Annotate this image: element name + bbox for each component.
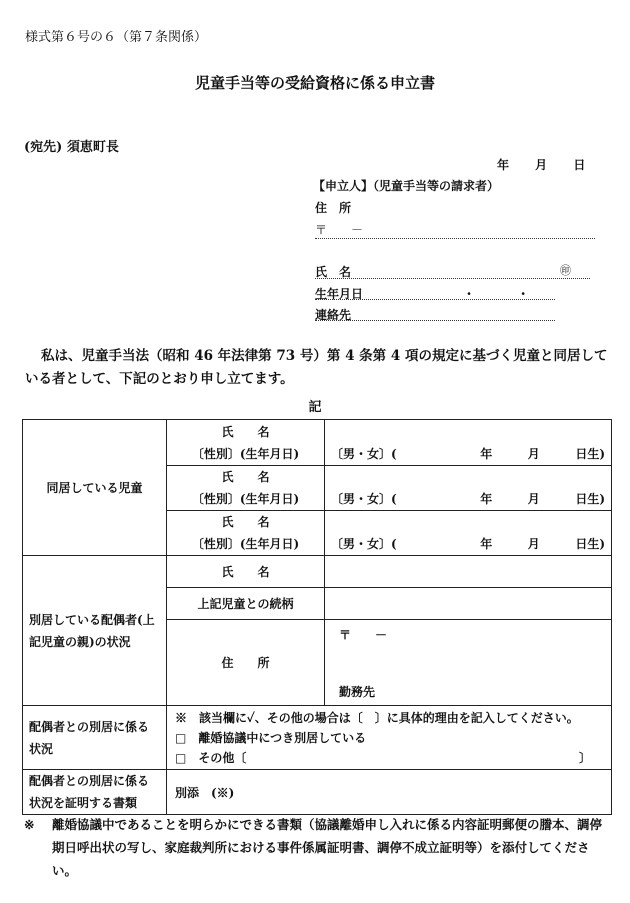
seal-icon: ㊞ bbox=[560, 264, 571, 277]
child-sex-dob-field: 〔男・女〕( 年 月 日生) bbox=[331, 446, 605, 461]
child-1-entry[interactable] bbox=[325, 420, 612, 466]
spouse-address-field[interactable] bbox=[325, 620, 612, 706]
separation-option-divorce[interactable]: □ 離婚協議中につき別居している bbox=[175, 730, 367, 745]
form-number: 様式第６号の６（第７条関係） bbox=[25, 30, 208, 45]
address-dotted-line bbox=[315, 238, 595, 239]
workplace-label: 勤務先 bbox=[339, 684, 376, 699]
proof-document-label: 配偶者との別居に係る状況を証明する書類 bbox=[23, 770, 167, 815]
child-sex-dob-label: 〔性別〕(生年月日) bbox=[191, 446, 300, 461]
child-sex-dob-field: 〔男・女〕( 年 月 日生) bbox=[331, 492, 605, 506]
separation-option-other[interactable]: □ その他〔 〕 bbox=[175, 750, 591, 765]
child-name-label: 氏 名 bbox=[221, 515, 270, 529]
child-sex-dob-label: 〔性別〕(生年月日) bbox=[191, 492, 300, 506]
cohabiting-children-label: 同居している児童 bbox=[23, 420, 167, 556]
spouse-name-label: 氏 名 bbox=[167, 556, 325, 588]
child-2-labels bbox=[167, 466, 325, 511]
ki-heading: 記 bbox=[308, 400, 322, 415]
date-line: 年 月 日 bbox=[497, 158, 586, 172]
spouse-address-label: 住 所 bbox=[167, 620, 325, 706]
relationship-label: 上記児童との続柄 bbox=[167, 588, 325, 620]
proof-document-value: 別添 (※) bbox=[167, 770, 612, 815]
spouse-postal: 〒 － bbox=[339, 627, 388, 642]
applicant-address-label: 住 所 bbox=[315, 201, 352, 215]
child-sex-dob-label: 〔性別〕(生年月日) bbox=[191, 537, 300, 551]
intro-statement: 私は、児童手当法（昭和 46 年法律第 73 号）第 4 条第 4 項の規定に基づく児童と同居している者として、下記のとおり申し立てます。 bbox=[25, 348, 608, 387]
separation-options bbox=[167, 706, 612, 770]
child-3-entry[interactable] bbox=[325, 511, 612, 556]
child-2-entry[interactable] bbox=[325, 466, 612, 511]
child-name-label: 氏 名 bbox=[221, 424, 270, 439]
birthdate-separators: ・ ・ bbox=[463, 287, 530, 301]
relationship-field[interactable] bbox=[325, 588, 612, 620]
birthdate-dotted-line bbox=[315, 299, 555, 300]
footnote-text: 離婚協議中であることを明らかにできる書類（協議離婚申し入れに係る内容証明郵便の謄本、調停期日呼出状の写し、家庭裁判所における事件係属証明書、調停不成立証明等）を添付してください。 bbox=[52, 817, 603, 878]
applicant-postal: 〒 － bbox=[315, 223, 364, 237]
spouse-status-label: 別居している配偶者(上記児童の親)の状況 bbox=[23, 556, 167, 706]
footnote bbox=[24, 813, 612, 882]
child-name-label: 氏 名 bbox=[221, 470, 270, 484]
applicant-contact-label: 連絡先 bbox=[315, 308, 352, 322]
document-title: 児童手当等の受給資格に係る申立書 bbox=[194, 74, 435, 92]
child-1-labels bbox=[167, 420, 325, 466]
addressee: (宛先) 須恵町長 bbox=[24, 140, 119, 155]
applicant-name-label: 氏 名 bbox=[315, 265, 352, 279]
separation-note: ※ 該当欄に✓、その他の場合は〔 〕に具体的理由を記入してください。 bbox=[175, 710, 579, 725]
separation-status-label: 配偶者との別居に係る状況 bbox=[23, 706, 167, 770]
declaration-table bbox=[22, 419, 612, 815]
footnote-mark: ※ bbox=[24, 817, 35, 832]
applicant-heading: 【申立人】（児童手当等の請求者） bbox=[313, 179, 500, 193]
child-sex-dob-field: 〔男・女〕( 年 月 日生) bbox=[331, 537, 605, 551]
contact-dotted-line bbox=[315, 320, 555, 321]
spouse-name-field[interactable] bbox=[325, 556, 612, 588]
applicant-birthdate-label: 生年月日 bbox=[315, 287, 364, 301]
name-dotted-line bbox=[315, 278, 590, 279]
child-3-labels bbox=[167, 511, 325, 556]
